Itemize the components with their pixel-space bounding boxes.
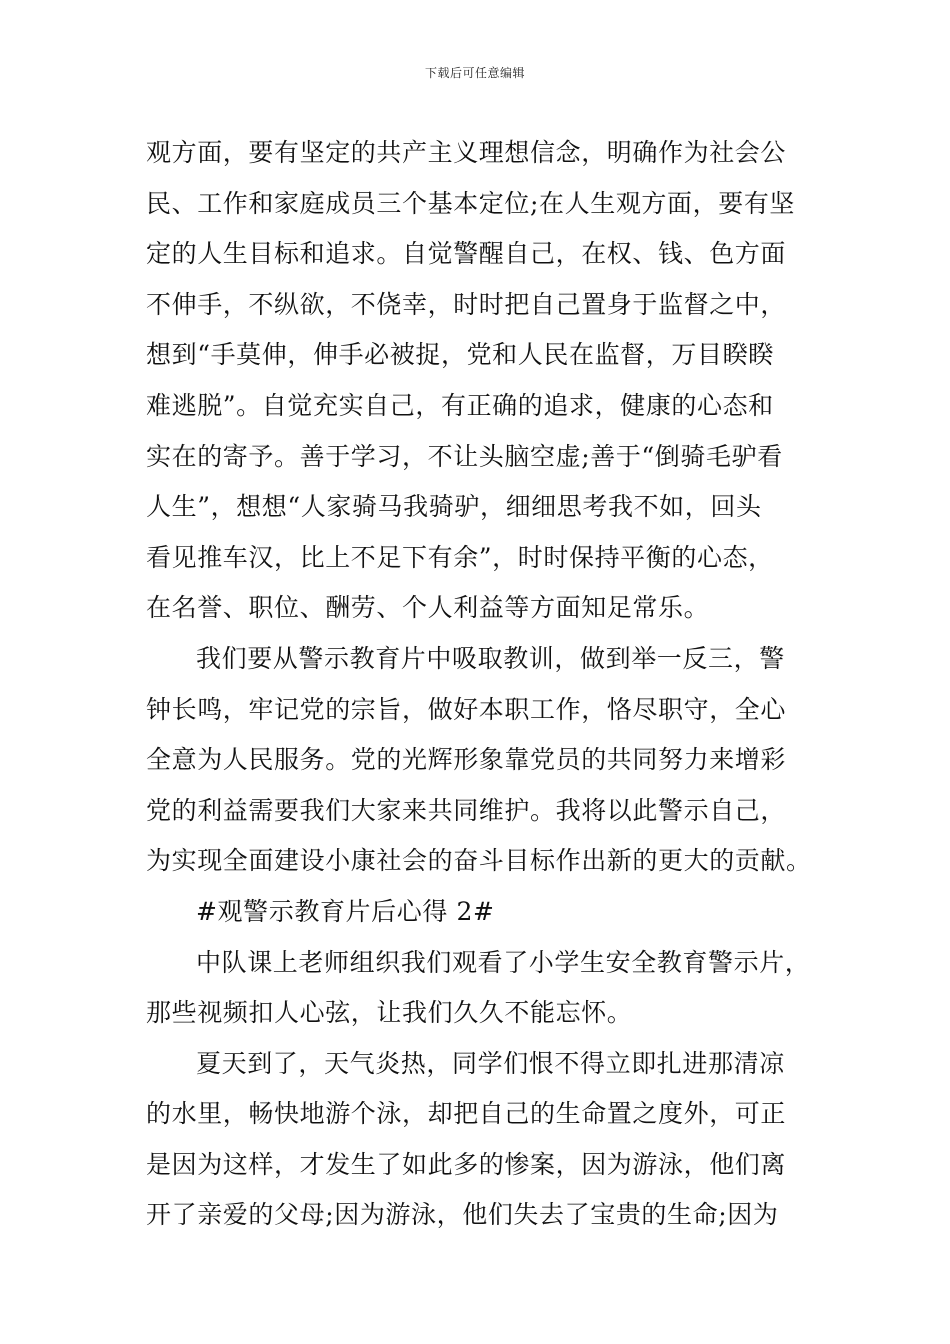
text-line: #观警示教育片后心得 2# — [196, 896, 495, 926]
text-line: 实在的寄予。善于学习，不让头脑空虚;善于“倒骑毛驴看 — [146, 441, 783, 471]
text-line: 中队课上老师组织我们观看了小学生安全教育警示片， — [196, 947, 811, 977]
text-line: 为实现全面建设小康社会的奋斗目标作出新的更大的贡献。 — [146, 846, 812, 876]
text-line: 那些视频扣人心弦，让我们久久不能忘怀。 — [146, 998, 633, 1028]
text-line: 的水里，畅快地游个泳，却把自己的生命置之度外，可正 — [146, 1099, 787, 1129]
text-line: 想到“手莫伸，伸手必被捉，党和人民在监督，万目睽睽 — [146, 340, 774, 370]
text-line: 开了亲爱的父母;因为游泳，他们失去了宝贵的生命;因为 — [146, 1200, 779, 1230]
text-line: 不伸手，不纵欲，不侥幸，时时把自己置身于监督之中， — [146, 289, 787, 319]
document-body — [146, 128, 826, 1241]
text-line: 人生”，想想“人家骑马我骑驴，细细思考我不如，回头 — [146, 492, 762, 522]
text-line: 在名誉、职位、酬劳、个人利益等方面知足常乐。 — [146, 593, 710, 623]
text-line: 观方面，要有坚定的共产主义理想信念，明确作为社会公 — [146, 138, 787, 167]
text-line: 是因为这样，才发生了如此多的惨案，因为游泳，他们离 — [146, 1149, 787, 1179]
text-line: 全意为人民服务。党的光辉形象靠党员的共同努力来增彩 — [146, 745, 787, 775]
page-header: 下载后可任意编辑 — [424, 66, 525, 80]
text-line: 民、工作和家庭成员三个基本定位;在人生观方面，要有坚 — [146, 188, 796, 218]
text-line: 难逃脱”。自觉充实自己，有正确的追求，健康的心态和 — [146, 390, 774, 420]
text-line: 看见推车汉，比上不足下有余”，时时保持平衡的心态， — [146, 542, 774, 572]
text-line: 钟长鸣，牢记党的宗旨，做好本职工作，恪尽职守，全心 — [146, 694, 787, 724]
text-line: 定的人生目标和追求。自觉警醒自己，在权、钱、色方面 — [146, 239, 787, 269]
text-line: 我们要从警示教育片中吸取教训，做到举一反三，警 — [196, 643, 785, 673]
text-line: 夏天到了，天气炎热，同学们恨不得立即扎进那清凉 — [196, 1048, 785, 1078]
text-line: 党的利益需要我们大家来共同维护。我将以此警示自己， — [146, 795, 787, 825]
